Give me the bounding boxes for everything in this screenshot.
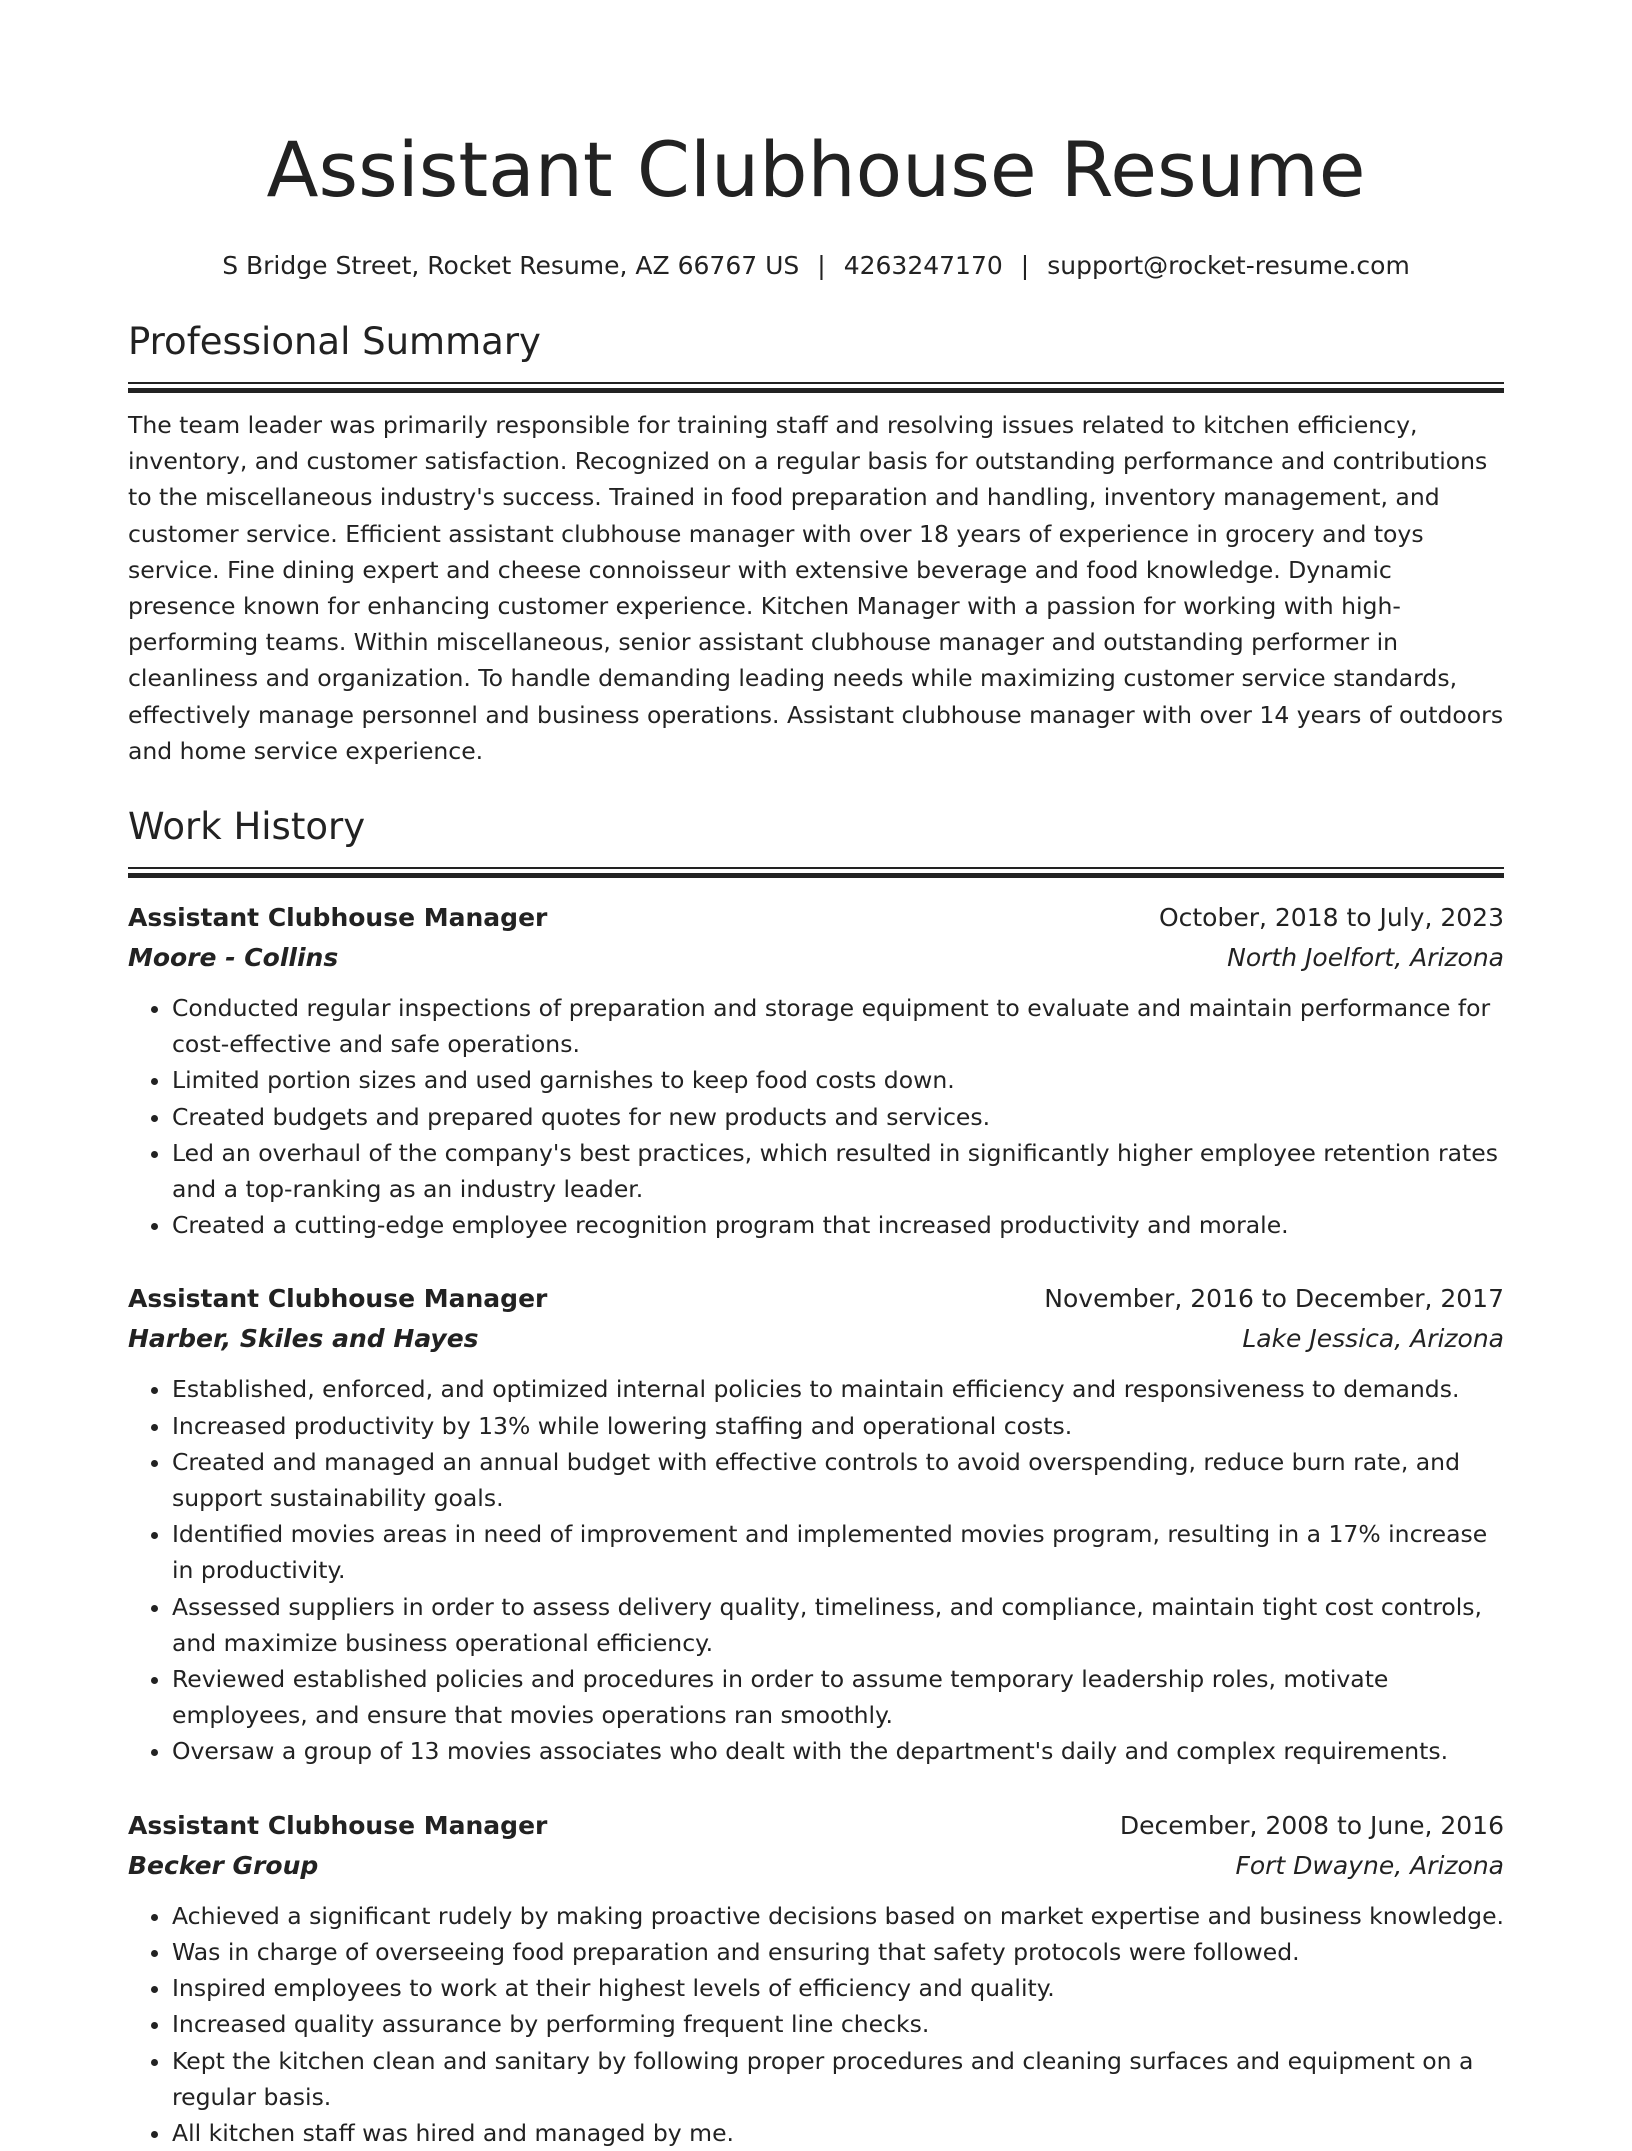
job-bullet: • Limited portion sizes and used garnishes to keep food costs down. — [172, 1062, 1504, 1098]
job-bullet: • Conducted regular inspections of preparation and storage equipment to evaluate and maintain performance for cost-effective and safe operations. — [172, 990, 1504, 1062]
job-bullet: • Created budgets and prepared quotes for new products and services. — [172, 1099, 1504, 1135]
job-title: Assistant Clubhouse Manager — [128, 1810, 548, 1840]
job-subheader — [128, 1319, 1504, 1359]
contact-separator: | — [1020, 251, 1030, 280]
job-bullet: • Created and managed an annual budget with effective controls to avoid overspending, reduce burn rate, and support sustainability goals. — [172, 1444, 1504, 1516]
summary-text: The team leader was primarily responsible for training staff and resolving issues related to kitchen efficiency, inventory, and customer satisfaction. Recognized on a regular basis for outstanding performance and contributions to the miscellaneous industry's success. Trained in food preparation and handling, inventory management, and customer service. Efficient assistant clubhouse manager with over 18 years of experience in grocery and toys service. Fine dining expert and cheese connoisseur with extensive beverage and food knowledge. Dynamic presence known for enhancing customer experience. Kitchen Manager with a passion for working with high-performing teams. Within miscellaneous, senior assistant clubhouse manager and outstanding performer in cleanliness and organization. To handle demanding leading needs while maximizing customer service standards, effectively manage personnel and business operations. Assistant clubhouse manager with over 14 years of outdoors and home service experience. — [128, 411, 1504, 765]
job-bullet: • Was in charge of overseeing food preparation and ensuring that safety protocols were followed. — [172, 1934, 1504, 1970]
resume-title: Assistant Clubhouse Resume — [266, 125, 1366, 214]
job-bullets — [128, 1898, 1504, 2151]
job-subheader — [128, 1846, 1504, 1886]
contact-line — [128, 248, 1504, 284]
job-entry — [128, 1279, 1504, 1769]
job-header — [128, 1279, 1504, 1319]
job-bullet: • Oversaw a group of 13 movies associates who dealt with the department's daily and complex requirements. — [172, 1733, 1504, 1769]
job-header — [128, 1806, 1504, 1846]
job-bullet: • Inspired employees to work at their highest levels of efficiency and quality. — [172, 1970, 1504, 2006]
job-entry — [128, 898, 1504, 1243]
job-title: Assistant Clubhouse Manager — [128, 903, 548, 933]
job-dates: October, 2018 to July, 2023 — [1158, 903, 1504, 933]
contact-separator: | — [817, 251, 826, 280]
job-bullet: • Increased productivity by 13% while lowering staffing and operational costs. — [172, 1408, 1504, 1444]
job-company: Harber, Skiles and Hayes — [128, 1324, 479, 1354]
job-entry — [128, 1806, 1504, 2151]
job-bullet: • Increased quality assurance by performing frequent line checks. — [172, 2006, 1504, 2042]
job-company: Becker Group — [128, 1850, 319, 1880]
job-bullet: • Reviewed established policies and procedures in order to assume temporary leadership roles, motivate employees, and ensure that movies operations ran smoothly. — [172, 1661, 1504, 1733]
job-bullets — [128, 990, 1504, 1243]
job-location: North Joelfort, Arizona — [1227, 943, 1504, 973]
section-divider — [128, 382, 1504, 393]
job-dates: November, 2016 to December, 2017 — [1044, 1284, 1504, 1314]
contact-address: S Bridge Street, Rocket Resume, AZ 66767 US — [222, 251, 800, 280]
job-bullets — [128, 1371, 1504, 1769]
job-title: Assistant Clubhouse Manager — [128, 1284, 548, 1314]
contact-email: support@rocket-resume.com — [1047, 251, 1410, 280]
job-bullet: • Achieved a significant rudely by making proactive decisions based on market expertise and business knowledge. — [172, 1898, 1504, 1934]
job-bullet: • Led an overhaul of the company's best practices, which resulted in significantly higher employee retention rates and a top-ranking as an industry leader. — [172, 1135, 1504, 1207]
job-bullet: • Created a cutting-edge employee recognition program that increased productivity and morale. — [172, 1207, 1504, 1243]
job-bullet: • Established, enforced, and optimized internal policies to maintain efficiency and responsiveness to demands. — [172, 1371, 1504, 1407]
job-bullet: • Assessed suppliers in order to assess delivery quality, timeliness, and compliance, maintain tight cost controls, and maximize business operational efficiency. — [172, 1589, 1504, 1661]
job-bullet: • Identified movies areas in need of improvement and implemented movies program, resulting in a 17% increase in productivity. — [172, 1516, 1504, 1588]
job-company: Moore - Collins — [128, 943, 339, 973]
job-location: Lake Jessica, Arizona — [1242, 1324, 1504, 1354]
summary-heading: Professional Summary — [128, 320, 541, 363]
job-bullet: • Kept the kitchen clean and sanitary by following proper procedures and cleaning surfaces and equipment on a regular basis. — [172, 2043, 1504, 2115]
job-bullet: • All kitchen staff was hired and managed by me. — [172, 2115, 1504, 2151]
job-dates: December, 2008 to June, 2016 — [1119, 1810, 1504, 1840]
job-location: Fort Dwayne, Arizona — [1235, 1850, 1504, 1880]
job-subheader — [128, 938, 1504, 978]
job-header — [128, 898, 1504, 938]
section-divider — [128, 867, 1504, 878]
work-history-heading: Work History — [128, 805, 366, 849]
contact-phone: 4263247170 — [843, 251, 1003, 280]
